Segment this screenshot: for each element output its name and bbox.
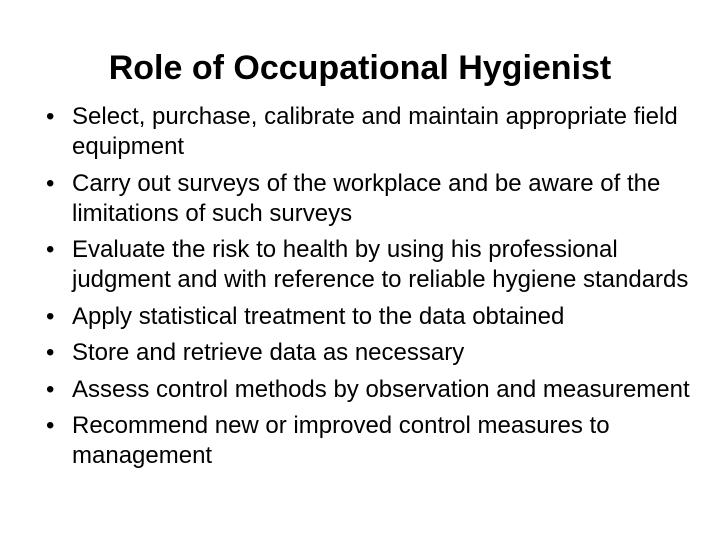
bullet-icon: •: [46, 169, 55, 197]
bullet-item: [46, 102, 716, 162]
bullet-item: [46, 411, 716, 471]
bullet-icon: •: [46, 302, 55, 330]
bullet-text: Carry out surveys of the workplace and be aware of the limitations of such surveys: [72, 169, 661, 227]
bullet-icon: •: [46, 412, 55, 439]
bullet-icon: •: [46, 339, 55, 366]
bullet-icon: •: [46, 103, 55, 130]
slide-title: Role of Occupational Hygienist: [108, 49, 612, 87]
bullet-text: Recommend new or improved control measures to management: [72, 412, 610, 469]
bullet-text: Apply statistical treatment to the data obtained: [72, 302, 565, 330]
bullet-item: [46, 338, 716, 368]
bullet-item: [46, 169, 716, 229]
bullet-list: [46, 102, 716, 478]
bullet-item: [46, 235, 716, 295]
bullet-icon: •: [46, 236, 55, 263]
bullet-text: Store and retrieve data as necessary: [72, 339, 465, 366]
bullet-item: [46, 302, 716, 332]
bullet-icon: •: [46, 375, 55, 403]
bullet-text: Evaluate the risk to health by using his professional judgment and with reference to reliable hygiene standards: [72, 236, 689, 293]
bullet-item: [46, 375, 716, 405]
bullet-text: Assess control methods by observation and measurement: [72, 375, 690, 403]
bullet-text: Select, purchase, calibrate and maintain appropriate field equipment: [72, 103, 678, 160]
